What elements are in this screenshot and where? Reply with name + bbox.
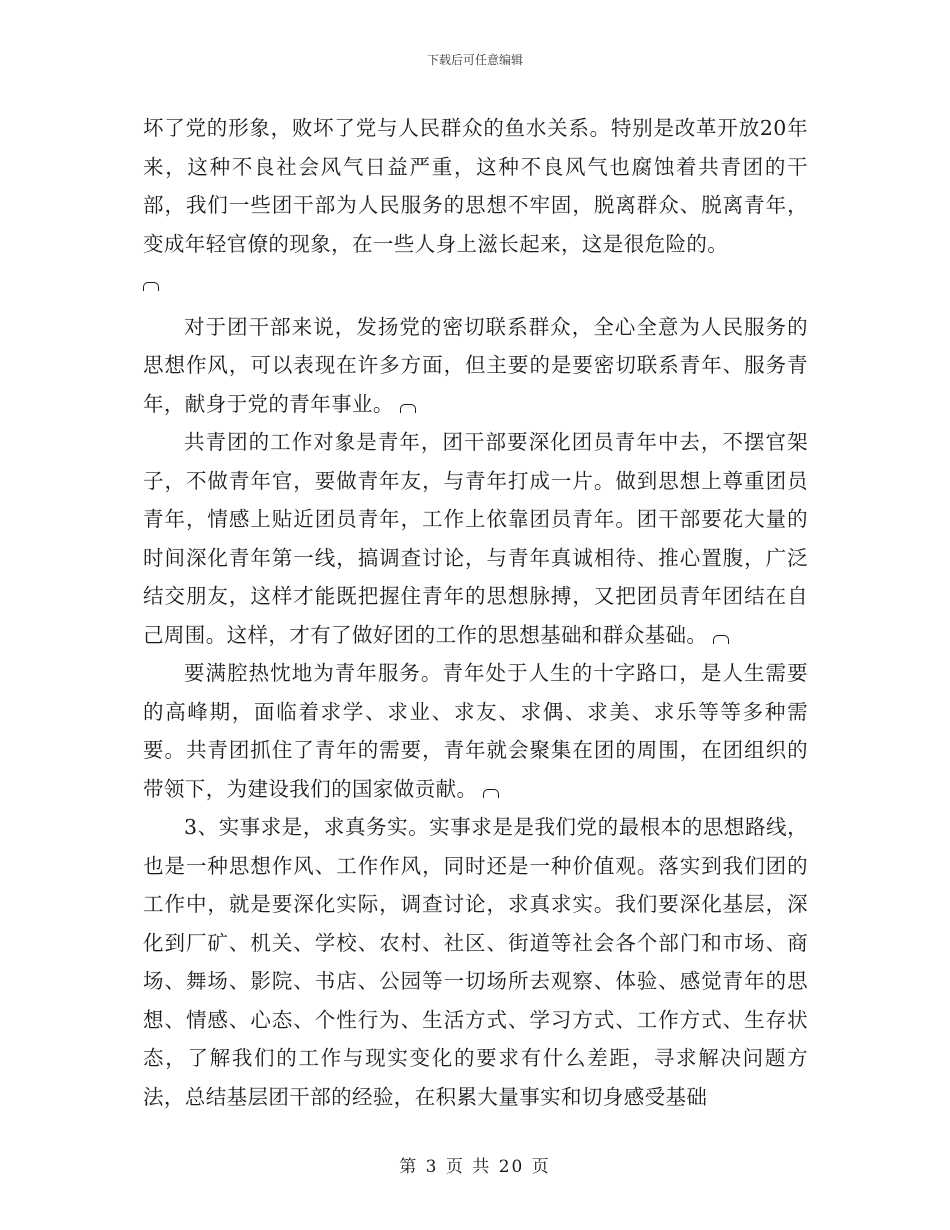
paragraph-mark-icon	[400, 404, 416, 413]
paragraph-4-text: 要满腔热忱地为青年服务。青年处于人生的十字路口，是人生需要的高峰期，面临着求学、求业、求友、求偶、求美、求乐等等多种需要。共青团抓住了青年的需要，青年就会聚集在团的周围，在团组织的带领下，为建设我们的国家做贡献。	[143, 661, 808, 801]
paragraph-3-text: 共青团的工作对象是青年，团干部要深化团员青年中去，不摆官架子，不做青年官，要做青年友，与青年打成一片。做到思想上尊重团员青年，情感上贴近团员青年，工作上依靠团员青年。团干部要花大量的时间深化青年第一线，搞调查讨论，与青年真诚相待、推心置腹，广泛结交朋友，这样才能既把握住青年的思想脉搏，又把团员青年团结在自己周围。这样，才有了做好团的工作的思想基础和群众基础。	[143, 430, 808, 647]
paragraph-2	[143, 308, 808, 424]
paragraph-5-text: 3、实事求是，求真务实。实事求是是我们党的最根本的思想路线，也是一种思想作风、工作作风，同时还是一种价值观。落实到我们团的工作中，就是要深化实际，调查讨论，求真求实。我们要深化基层，深化到厂矿、机关、学校、农村、社区、街道等社会各个部门和市场、商场、舞场、影院、书店、公园等一切场所去观察、体验、感觉青年的思想、情感、心态、个性行为、生活方式、学习方式、工作方式、生存状态，了解我们的工作与现实变化的要求有什么差距，寻求解决问题方法，总结基层团干部的经验，在积累大量事实和切身感受基础	[143, 815, 808, 1109]
page-header: 下载后可任意编辑	[426, 53, 523, 67]
paragraph-3	[143, 423, 808, 654]
paragraph-1	[143, 109, 808, 302]
paragraph-mark-icon	[483, 789, 499, 798]
paragraph-1-text: 坏了党的形象，败坏了党与人民群众的鱼水关系。特别是改革开放20年来，这种不良社会风气日益严重，这种不良风气也腐蚀着共青团的干部，我们一些团干部为人民服务的思想不牢固，脱离群众、脱离青年，变成年轻官僚的现象，在一些人身上滋长起来，这是很危险的。	[143, 116, 808, 256]
paragraph-5	[143, 808, 808, 1116]
paragraph-2-text: 对于团干部来说，发扬党的密切联系群众，全心全意为人民服务的思想作风，可以表现在许多方面，但主要的是要密切联系青年、服务青年，献身于党的青年事业。	[143, 314, 808, 416]
document-body	[143, 109, 808, 1116]
paragraph-mark-icon	[713, 635, 729, 644]
page-number: 第 3 页 共 20 页	[399, 1157, 551, 1177]
paragraph-4	[143, 654, 808, 808]
paragraph-mark-icon	[143, 282, 159, 291]
